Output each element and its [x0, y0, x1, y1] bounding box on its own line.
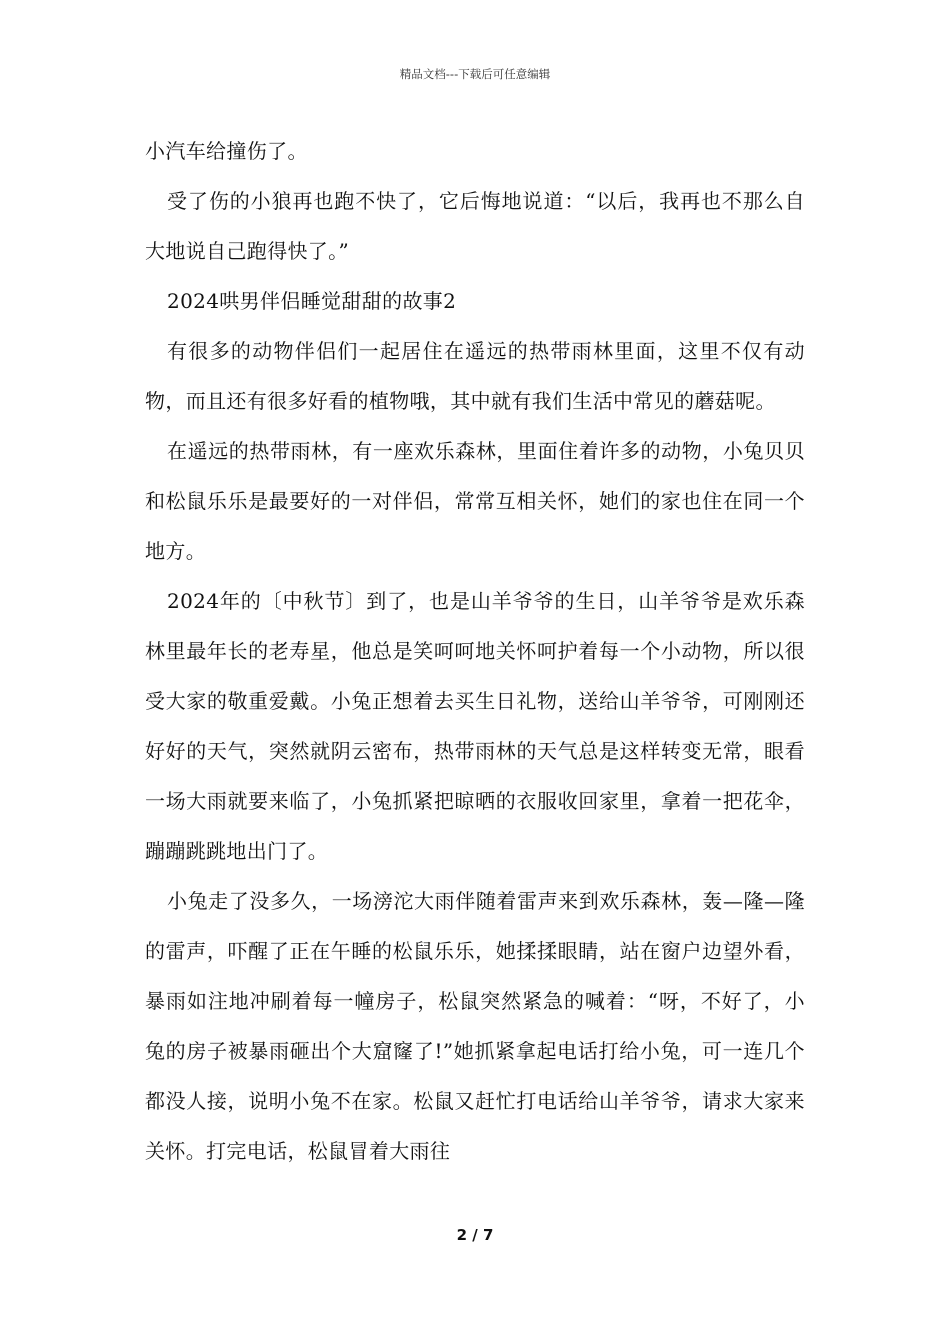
page-header: 精品文档---下载后可任意编辑	[399, 67, 551, 81]
story-title: 2024哄男伴侣睡觉甜甜的故事2	[167, 289, 457, 313]
paragraph: 2024年的〔中秋节〕到了，也是山羊爷爷的生日，山羊爷爷是欢乐森林里最年长的老寿星，他总是笑呵呵地关怀呵护着每一个小动物，所以很受大家的敬重爱戴。小兔正想着去买生日礼物，送给山羊爷爷，可刚刚还好好的天气，突然就阴云密布，热带雨林的天气总是这样转变无常，眼看一场大雨就要来临了，小兔抓紧把晾晒的衣服收回家里，拿着一把花伞，蹦蹦跳跳地出门了。	[145, 589, 805, 863]
paragraph-continuation: 小汽车给撞伤了。	[145, 139, 308, 163]
paragraph: 小兔走了没多久，一场滂沱大雨伴随着雷声来到欢乐森林，轰—隆—隆的雷声，吓醒了正在午睡的松鼠乐乐，她揉揉眼睛，站在窗户边望外看，暴雨如注地冲刷着每一幢房子，松鼠突然紧急的喊着：“呀，不好了，小兔的房子被暴雨砸出个大窟窿了!”她抓紧拿起电话打给小兔，可一连几个都没人接，说明小兔不在家。松鼠又赶忙打电话给山羊爷爷，请求大家来关怀。打完电话，松鼠冒着大雨往	[145, 889, 805, 1163]
document-body	[145, 126, 805, 1176]
paragraph: 有很多的动物伴侣们一起居住在遥远的热带雨林里面，这里不仅有动物，而且还有很多好看的植物哦，其中就有我们生活中常见的蘑菇呢。	[145, 339, 805, 413]
paragraph: 受了伤的小狼再也跑不快了，它后悔地说道：“以后，我再也不那么自大地说自己跑得快了。”	[145, 189, 805, 263]
page-number: 2 / 7	[456, 1226, 494, 1244]
paragraph: 在遥远的热带雨林，有一座欢乐森林，里面住着许多的动物，小兔贝贝和松鼠乐乐是最要好的一对伴侣，常常互相关怀，她们的家也住在同一个地方。	[145, 439, 805, 563]
